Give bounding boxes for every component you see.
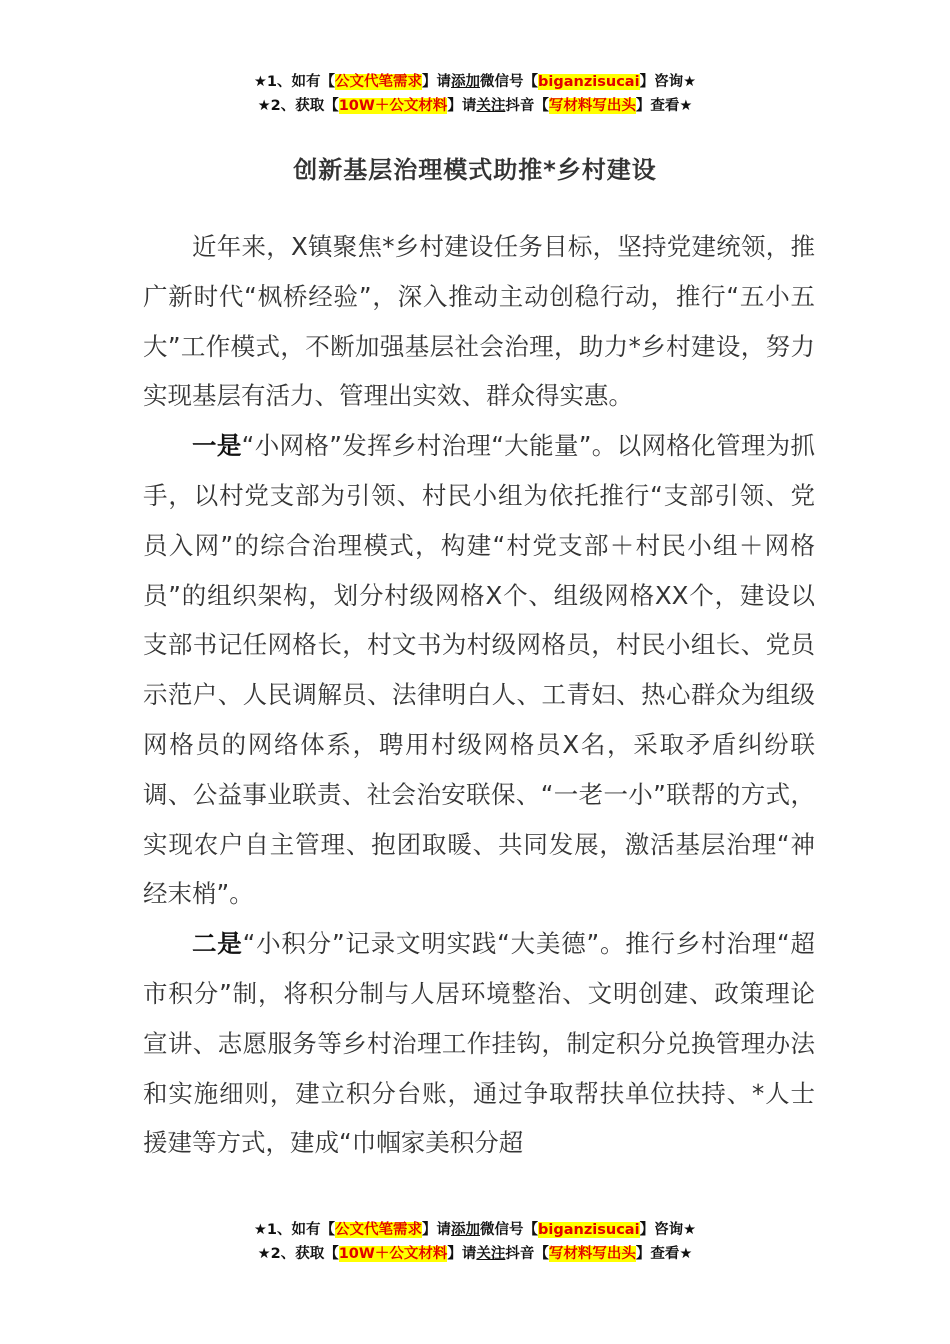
section-paragraph-2 — [143, 919, 815, 1168]
highlight-douyin-account: 写材料写出头 — [548, 98, 636, 114]
footer-notice — [0, 1218, 950, 1266]
document-title: 创新基层治理模式助推*乡村建设 — [293, 156, 657, 184]
section-text: “小网格”发挥乡村治理“大能量”。以网格化管理为抓手，以村党支部为引领、村民小组为依托推行“支部引领、党员入网”的综合治理模式，构建“村党支部＋村民小组＋网格员”的组织架构，划分村级网格X个、组级网格XX个，建设以支部书记任网格长，村文书为村级网格员，村民小组长、党员示范户、人民调解员、法律明白人、工青妇、热心群众为组级网格员的网络体系，聘用村级网格员X名，采取矛盾纠纷联调、公益事业联责、社会治安联保、“一老一小”联帮的方式，实现农户自主管理、抱团取暖、共同发展，激活基层治理“神经末梢”。 — [143, 431, 815, 909]
highlight-writing-service: 公文代笔需求 — [335, 1222, 423, 1238]
highlight-wechat-id: biganzisucai — [538, 74, 640, 90]
document-body — [143, 222, 815, 1168]
section-lead: 二是 — [192, 929, 243, 959]
highlight-materials: 10W＋公文材料 — [338, 1246, 448, 1262]
notice-line-2: ★2、获取【10W＋公文材料】请关注抖音【写材料写出头】查看★ — [257, 98, 693, 114]
section-paragraph-1 — [143, 421, 815, 919]
section-text: “小积分”记录文明实践“大美德”。推行乡村治理“超市积分”制，将积分制与人居环境整治、文明创建、政策理论宣讲、志愿服务等乡村治理工作挂钩，制定积分兑换管理办法和实施细则，建立积分台账，通过争取帮扶单位扶持、*人士援建等方式，建成“巾帼家美积分超 — [143, 929, 816, 1158]
highlight-writing-service: 公文代笔需求 — [335, 74, 423, 90]
highlight-wechat-id: biganzisucai — [538, 1222, 640, 1238]
notice-line-1: ★1、如有【公文代笔需求】请添加微信号【biganzisucai】咨询★ — [253, 1222, 697, 1238]
section-lead: 一是 — [192, 431, 242, 461]
header-notice — [0, 70, 950, 118]
notice-line-1: ★1、如有【公文代笔需求】请添加微信号【biganzisucai】咨询★ — [253, 74, 697, 90]
notice-line-2: ★2、获取【10W＋公文材料】请关注抖音【写材料写出头】查看★ — [257, 1246, 693, 1262]
intro-paragraph: 近年来，X镇聚焦*乡村建设任务目标，坚持党建统领，推广新时代“枫桥经验”，深入推动主动创稳行动，推行“五小五大”工作模式，不断加强基层社会治理，助力*乡村建设，努力实现基层有活力、管理出实效、群众得实惠。 — [143, 232, 815, 411]
highlight-douyin-account: 写材料写出头 — [548, 1246, 636, 1262]
highlight-materials: 10W＋公文材料 — [338, 98, 448, 114]
